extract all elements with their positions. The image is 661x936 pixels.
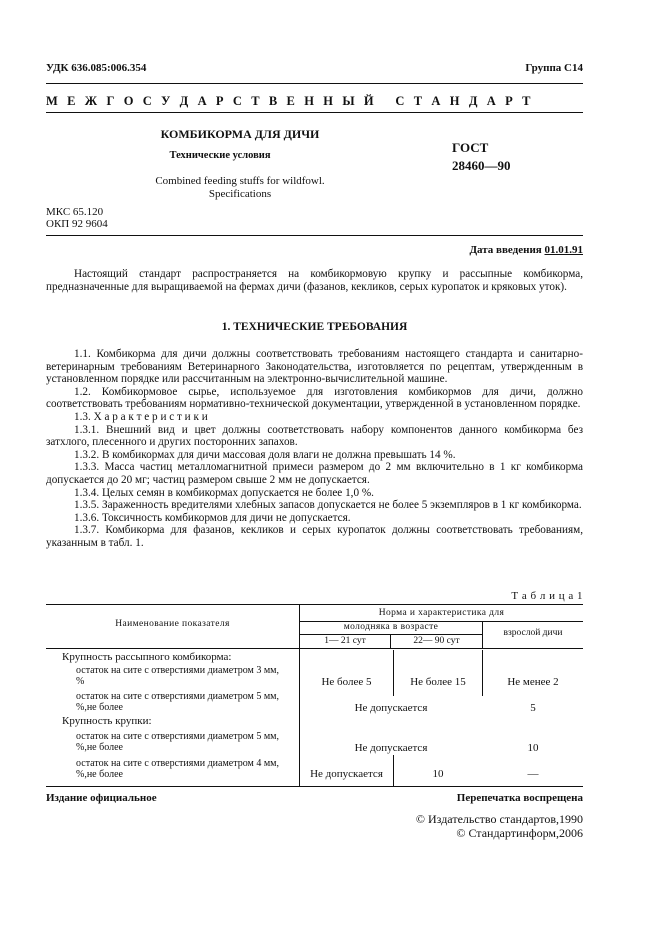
row-1b-label-line-2: %,не более bbox=[76, 702, 123, 713]
row-2a-value-adult: 10 bbox=[527, 742, 539, 754]
section-heading: 1. ТЕХНИЧЕСКИЕ ТРЕБОВАНИЯ bbox=[221, 321, 408, 333]
copyright-block bbox=[416, 812, 583, 840]
copyright-2006: © Стандартинформ,2006 bbox=[456, 826, 583, 840]
group-code: Группа С14 bbox=[525, 62, 583, 74]
clause-1-3-6: 1.3.6. Токсичность комбикормов для дичи не допускается. bbox=[74, 511, 351, 524]
clause-1-3-4: 1.3.4. Целых семян в комбикормах допускается не более 1,0 %. bbox=[74, 486, 374, 499]
row-2b-value-2: 10 bbox=[432, 768, 444, 780]
table-header-bottom bbox=[46, 648, 583, 649]
table-header-adult: взрослой дичи bbox=[503, 628, 563, 638]
row-1b-label bbox=[76, 691, 298, 713]
row-2a-label-line-2: %,не более bbox=[76, 742, 123, 753]
okp-code: ОКП 92 9604 bbox=[46, 218, 108, 230]
intro-paragraph bbox=[46, 268, 583, 293]
row-1a-label-line-2: % bbox=[76, 676, 85, 687]
row-1a-label bbox=[76, 665, 298, 687]
clause-1-3-5: 1.3.5. Зараженность вредителями хлебных запасов допускается не более 5 экземпляров в 1 кг комбикорма. bbox=[74, 499, 582, 512]
official-edition: Издание официальное bbox=[46, 792, 157, 804]
row-1b-value-adult: 5 bbox=[530, 702, 536, 714]
reprint-notice: Перепечатка воспрещена bbox=[456, 792, 583, 804]
table-header-age-1: 1— 21 сут bbox=[324, 636, 366, 646]
document-title: КОМБИКОРМА ДЛЯ ДИЧИ bbox=[160, 127, 320, 141]
row-1b-label-line-1: остаток на сите с отверстиями диаметром 5 мм, bbox=[76, 691, 279, 702]
clause-1-3-7: 1.3.7. Комбикорма для фазанов, кекликов и серых куропаток должны соответствовать требованиям, указанным в табл. 1. bbox=[46, 524, 583, 549]
table-row1a-divider-1 bbox=[393, 650, 394, 696]
clause-1-3-2: 1.3.2. В комбикормах для дичи массовая доля влаги не должна превышать 14 %. bbox=[74, 448, 456, 461]
row-1b-value-young: Не допускается bbox=[354, 702, 428, 714]
clause-1-3-1: 1.3.1. Внешний вид и цвет должны соответствовать набору компонентов данного комбикорма без затхлого, плесенного и других посторонних запахов. bbox=[46, 423, 583, 449]
row-2b-value-3: — bbox=[527, 768, 539, 780]
clause-1-3-3: 1.3.3. Масса частиц металломагнитной примеси размером до 2 мм включительно в 1 кг комбикорма допускается до 20 мг; частиц размером свыше 2 мм не допускается. bbox=[46, 461, 583, 486]
english-title bbox=[100, 175, 380, 201]
standard-type: М Е Ж Г О С У Д А Р С Т В Е Н Н Ы Й С Т А Н Д А Р Т bbox=[46, 94, 534, 108]
english-title-line-2: Specifications bbox=[208, 188, 272, 200]
table-header-age-2: 22— 90 сут bbox=[413, 636, 460, 646]
table-header-young: молодняка в возрасте bbox=[343, 622, 439, 632]
intro-date-value: 01.01.91 bbox=[544, 244, 583, 256]
row-2b-label-line-2: %,не более bbox=[76, 769, 123, 780]
clause-1-2: 1.2. Комбикормовое сырье, используемое для изготовления комбикормов для дичи, должно соответствовать требованиям нормативно-технической документации, утвержденной в установленном порядке. bbox=[46, 385, 583, 411]
mks-code: МКС 65.120 bbox=[46, 206, 104, 218]
intro-text: Настоящий стандарт распространяется на комбикормовую крупку и рассыпные комбикорма, предназначенные для выращиваемой на фермах дичи (фазанов, кекликов, серых куропаток и кряковых уток). bbox=[46, 268, 583, 293]
row-group-crumbs: Крупность крупки: bbox=[62, 715, 152, 727]
english-title-line-1: Combined feeding stuffs for wildfowl. bbox=[155, 175, 325, 187]
row-2b-label bbox=[76, 758, 298, 780]
table-bottom-border bbox=[46, 786, 583, 787]
clause-1-1: 1.1. Комбикорма для дичи должны соответствовать требованиям настоящего стандарта и санитарно-ветеринарным требованиям Ветеринарного Законодательства, изготовляется по рецептам, утвержденным в установленном порядке или рассчитанным на электронно-вычислительной машине. bbox=[46, 348, 583, 386]
row-2b-label-line-1: остаток на сите с отверстиями диаметром 4 мм, bbox=[76, 758, 279, 769]
row-2a-label bbox=[76, 731, 298, 753]
row-2b-value-1: Не допускается bbox=[310, 768, 383, 780]
row-1a-value-2: Не более 15 bbox=[410, 676, 466, 688]
clause-1-3: 1.3. Х а р а к т е р и с т и к и bbox=[74, 410, 208, 423]
section-body bbox=[46, 348, 583, 550]
gost-number: 28460—90 bbox=[452, 158, 511, 173]
table-header-name: Наименование показателя bbox=[115, 619, 230, 629]
gost-label: ГОСТ bbox=[452, 140, 489, 155]
intro-date-label: Дата введения bbox=[469, 244, 542, 256]
udk-code: УДК 636.085:006.354 bbox=[46, 62, 147, 74]
table-caption: Т а б л и ц а 1 bbox=[511, 590, 583, 602]
intro-date bbox=[469, 244, 583, 257]
row-1a-value-3: Не менее 2 bbox=[507, 676, 559, 688]
row-1a-label-line-1: остаток на сите с отверстиями диаметром 3 мм, bbox=[76, 665, 279, 676]
table-row1a-divider-2 bbox=[482, 650, 483, 696]
table-header-norm: Норма и характеристика для bbox=[378, 608, 505, 618]
row-group-loose-feed: Крупность рассыпного комбикорма: bbox=[62, 651, 232, 663]
copyright-1990: © Издательство стандартов,1990 bbox=[415, 812, 583, 826]
top-rule bbox=[46, 83, 583, 84]
table-top-border bbox=[46, 604, 583, 605]
row-1a-value-1: Не более 5 bbox=[321, 676, 372, 688]
row-2a-value-young: Не допускается bbox=[354, 742, 428, 754]
header-rule bbox=[46, 112, 583, 113]
row-2a-label-line-1: остаток на сите с отверстиями диаметром 5 мм, bbox=[76, 731, 279, 742]
codes-rule bbox=[46, 235, 583, 236]
document-subtitle: Технические условия bbox=[169, 150, 271, 161]
